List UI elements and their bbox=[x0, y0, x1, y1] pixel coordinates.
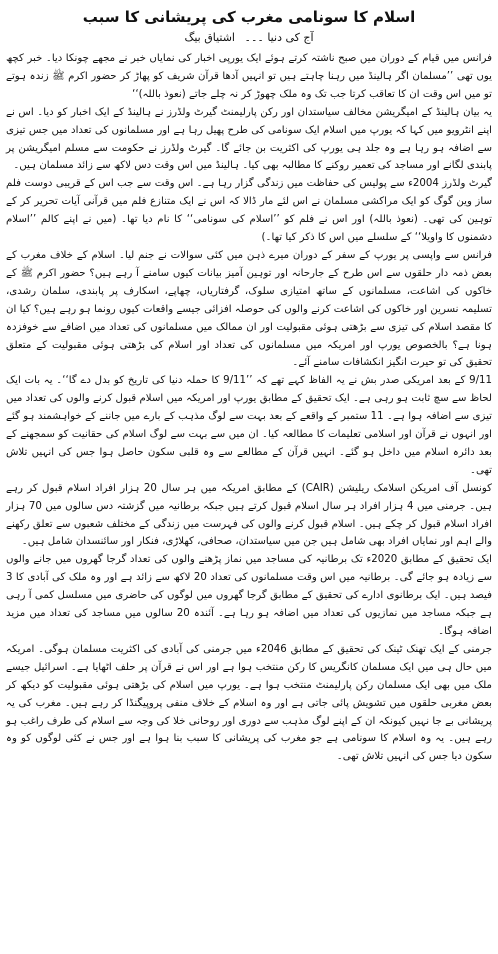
paragraph: یہ بیان ہالینڈ کے امیگریشن مخالف سیاستدان اور رکن پارلیمنٹ گیرٹ ولڈرز نے ہالینڈ کے ایک اخبار کو دیا۔ اس نے اپنے انٹرویو میں کہا کہ یورپ میں اسلام ایک سونامی کی طرح پھیل رہا ہے اور مسلمانوں کی تعداد میں جس تیزی سے اضافہ ہو رہا ہے وہ جلد ہی یورپ کی اکثریت بن جائے گا۔ گیرٹ ولڈرز نے حکومت سے مسلم امیگریشن پر پابندی لگانے اور مساجد کی تعمیر روکنے کا مطالبہ بھی کیا۔ ہالینڈ میں اس وقت دس لاکھ سے زائد مسلمان ہیں۔ bbox=[6, 106, 492, 172]
paragraph: فرانس میں قیام کے دوران میں صبح ناشتہ کرتے ہوئے ایک یورپی اخبار کی نمایاں خبر نے مجھے چونکا دیا۔ خبر کچھ یوں تھی ’’مسلمان اگر ہالینڈ میں رہنا چاہتے ہیں تو انہیں آدھا قرآن شریف کو پھاڑ کر حضور اکرم ﷺ زندہ ہوتے تو میں اس وقت ان کا تعاقب کرتا جب تک وہ ملک چھوڑ کر نہ چلے جاتے (نعوذ باللہ)‘‘ bbox=[6, 53, 492, 100]
article bbox=[6, 6, 492, 948]
paragraph: 9/11 کے بعد امریکی صدر بش نے یہ الفاظ کہے تھے کہ ’’9/11 کا حملہ دنیا کی تاریخ کو بدل دے گا‘‘۔ یہ بات ایک لحاظ سے سچ ثابت ہو رہی ہے۔ ایک تحقیق کے مطابق یورپ اور امریکہ میں اسلام قبول کرنے والوں کی تعداد میں تیزی سے اضافہ ہوا ہے۔ 11 ستمبر کے واقعے کے بعد بہت سے لوگ مذہب کے بارے میں جاننے کے خواہشمند ہو گئے اور انہوں نے قرآن اور اسلامی تعلیمات کا مطالعہ کیا۔ ان میں سے بہت سے لوگ اسلام کی حقانیت کو سمجھنے کے بعد دائرہ اسلام میں داخل ہو گئے۔ انہیں قرآن کے مطالعے سے وہ قلبی سکون حاصل ہوا جس کی انہیں تلاش تھی۔ bbox=[6, 375, 492, 476]
paragraph: فرانس سے واپسی پر یورپ کے سفر کے دوران میرے ذہن میں کئی سوالات نے جنم لیا۔ اسلام کے خلاف مغرب کے بعض ذمہ دار حلقوں سے اس طرح کے جارحانہ اور توہین آمیز بیانات کیوں سامنے آ رہے ہیں؟ حضور اکرم ﷺ کے خاکوں کی اشاعت، مسلمانوں کے ساتھ امتیازی سلوک، گرفتاریاں، چھاپے، اسکارف پر پابندی، سلمان رشدی، تسلیمہ نسرین اور خاکوں کی اشاعت کرنے والوں کی حوصلہ افزائی جیسے واقعات کیوں رونما ہو رہے ہیں؟ کیا ان کا مقصد اسلام کی تیزی سے بڑھتی ہوئی مقبولیت اور ان ممالک میں مسلمانوں کی تعداد میں اضافے سے خوفزدہ ہونا ہے؟ بالخصوص یورپ اور امریکہ میں مسلمانوں کی تعداد اور اسلام کی بڑھتی ہوئی مقبولیت کے متعلق تحقیق کی تو حیرت انگیز انکشافات سامنے آئے۔ bbox=[6, 249, 492, 369]
article-byline bbox=[6, 30, 492, 46]
article-title: اسلام کا سونامی مغرب کی پریشانی کا سبب bbox=[82, 8, 416, 26]
paragraph: ایک تحقیق کے مطابق 2020ء تک برطانیہ کی مساجد میں نماز پڑھنے والوں کی تعداد گرجا گھروں میں جانے والوں سے زیادہ ہو جائے گی۔ برطانیہ میں اس وقت مسلمانوں کی تعداد 20 لاکھ سے زائد ہے اور وہ ملک کی آبادی کا 3 فیصد ہیں۔ ایک برطانوی ادارے کی تحقیق کے مطابق گرجا گھروں میں لوگوں کی حاضری میں مسلسل کمی آ رہی ہے جبکہ مساجد میں نمازیوں کی تعداد میں اضافہ ہو رہا ہے۔ آئندہ 20 سالوں میں مساجد کی تعداد میں مزید اضافہ ہوگا۔ bbox=[6, 554, 493, 637]
paragraph: گیرٹ ولڈرز 2004ء سے پولیس کی حفاظت میں زندگی گزار رہا ہے۔ اس وقت سے جب اس کے قریبی دوست فلم ساز وین گوگ کو ایک مراکشی مسلمان نے اس لئے مار ڈالا کہ اس نے ایک متنازع فلم میں قرآنی آیات تحریر کر کے توہین کی تھی۔ (نعوذ باللہ) اور اس نے فلم کو ’’اسلام کی سونامی‘‘ کا نام دیا تھا۔ (میں نے اپنے کالم ’’اسلام دشمنوں کا واویلا‘‘ کے سلسلے میں اس کا ذکر کیا تھا۔) bbox=[6, 178, 493, 244]
column-name: آج کی دنیا ۔۔۔ bbox=[244, 31, 314, 44]
author-name: اشتیاق بیگ bbox=[184, 31, 235, 44]
paragraph: جرمنی کے ایک تھنک ٹینک کی تحقیق کے مطابق 2046ء میں جرمنی کی آبادی کی اکثریت مسلمان ہوگی۔ امریکہ میں حال ہی میں ایک مسلمان کانگریس کا رکن منتخب ہوا ہے اور اس نے قرآن پر حلف اٹھایا ہے۔ اسرائیل جیسے ملک میں بھی ایک مسلمان رکن پارلیمنٹ منتخب ہوا ہے۔ یورپ میں اسلام کی بڑھتی ہوئی مقبولیت کو دیکھ کر بعض مغربی حلقوں میں تشویش پائی جاتی ہے اور وہ اسلام کے خلاف منفی پروپیگنڈا کر رہے ہیں۔ مغرب کی یہ پریشانی بے جا نہیں کیونکہ ان کے اپنے لوگ مذہب سے دوری اور روحانی خلا کی وجہ سے اسلام کی طرف راغب ہو رہے ہیں۔ یہ وہ اسلام کا سونامی ہے جو مغرب کی پریشانی کا سبب بنا ہوا ہے اور جس نے کئی لوگوں کو وہ سکون دیا جس کی انہیں تلاش تھی۔ bbox=[6, 643, 492, 763]
paragraph: کونسل آف امریکن اسلامک ریلیشن (CAIR) کے مطابق امریکہ میں ہر سال 20 ہزار افراد اسلام قبول کر رہے ہیں۔ جرمنی میں 4 ہزار افراد ہر سال اسلام قبول کرتے ہیں جبکہ برطانیہ میں گزشتہ دس سالوں میں 70 ہزار افراد اسلام قبول کر چکے ہیں۔ اسلام قبول کرنے والوں کی فہرست میں زندگی کے مختلف شعبوں سے تعلق رکھنے والے اہم اور نمایاں افراد بھی شامل ہیں جن میں سیاستدان، صحافی، کھلاڑی، فنکار اور سائنسدان شامل ہیں۔ bbox=[6, 482, 493, 548]
